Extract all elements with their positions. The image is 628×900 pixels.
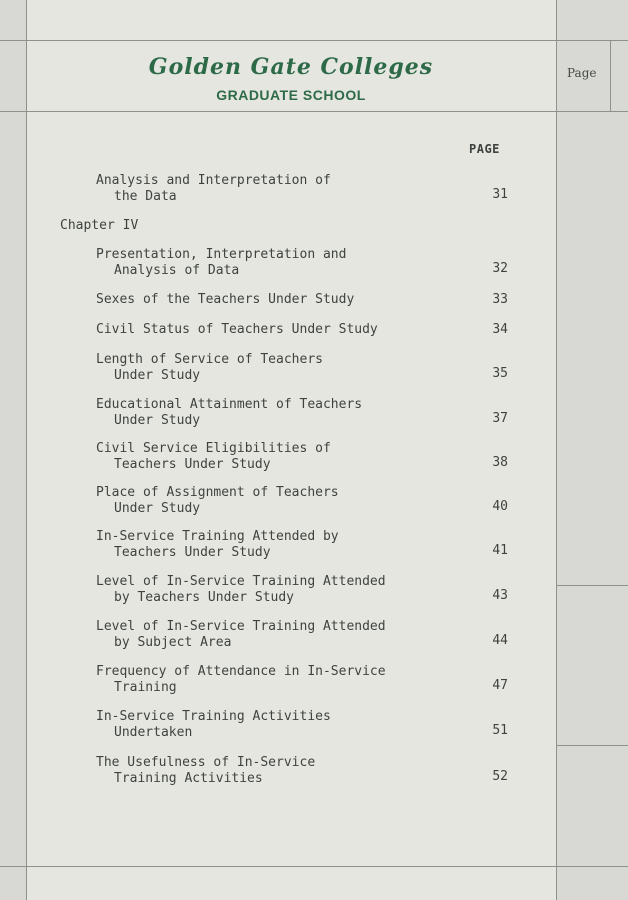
toc-entry-title: Civil Service Eligibilities of — [96, 441, 331, 456]
toc-entry-page: 32 — [492, 261, 508, 276]
toc-entry-page: 43 — [492, 588, 508, 603]
toc-entry — [96, 619, 516, 651]
toc-entry-title: Place of Assignment of Teachers — [96, 485, 339, 500]
toc-entry — [96, 709, 516, 741]
toc-entry-title: Frequency of Attendance in In-Service — [96, 664, 386, 679]
toc-entry-page: 33 — [492, 292, 508, 307]
toc-entry-title-cont: Training Activities — [114, 771, 263, 786]
margin-border — [610, 40, 611, 111]
right-border — [556, 0, 557, 900]
toc-entry-title: Level of In-Service Training Attended — [96, 619, 386, 634]
toc-entry — [96, 352, 516, 384]
toc-entry-title-cont: by Teachers Under Study — [114, 590, 295, 605]
toc-entry-title: Civil Status of Teachers Under Study — [96, 322, 378, 337]
toc-entry-page: 47 — [492, 678, 508, 693]
margin-rule-2 — [556, 745, 628, 746]
chapter-heading: Chapter IV — [60, 218, 139, 233]
college-name: Golden Gate Colleges — [148, 54, 434, 80]
toc-entry-page: 37 — [492, 411, 508, 426]
toc-entry — [96, 292, 516, 308]
toc-entry-page: 31 — [492, 187, 508, 202]
page-tab-label: Page — [567, 66, 597, 80]
toc-entry-title-cont: Under Study — [114, 501, 201, 516]
left-border — [26, 0, 27, 900]
toc-entry-title-cont: Teachers Under Study — [114, 545, 271, 560]
toc-entry-title: Level of In-Service Training Attended — [96, 574, 386, 589]
toc-entry — [96, 664, 516, 696]
toc-entry-title: Presentation, Interpretation and — [96, 247, 347, 262]
toc-entry-title: In-Service Training Attended by — [96, 529, 339, 544]
toc-entry-title-cont: Training — [114, 680, 177, 695]
header-top-rule — [0, 40, 628, 41]
toc-entry-title-cont: by Subject Area — [114, 635, 232, 650]
toc-entry-title-cont: Under Study — [114, 368, 201, 383]
toc-entry — [96, 322, 516, 338]
toc-entry-page: 40 — [492, 499, 508, 514]
toc-entry-title-cont: Analysis of Data — [114, 263, 240, 278]
toc-entry-page: 35 — [492, 366, 508, 381]
toc-entry-title-cont: the Data — [114, 189, 177, 204]
toc-entry-title: Analysis and Interpretation of — [96, 173, 331, 188]
school-name: GRADUATE SCHOOL — [216, 87, 366, 103]
toc-entry-title-cont: Under Study — [114, 413, 201, 428]
toc-entry-page: 34 — [492, 322, 508, 337]
toc-entry-page: 51 — [492, 723, 508, 738]
toc-entry — [96, 574, 516, 606]
toc-entry — [96, 485, 516, 517]
toc-entry — [96, 247, 516, 279]
margin-rule-1 — [556, 585, 628, 586]
toc-entry-page: 38 — [492, 455, 508, 470]
toc-entry-title: Length of Service of Teachers — [96, 352, 323, 367]
toc-entry — [96, 755, 516, 787]
toc-entry — [96, 529, 516, 561]
toc-entry-title-cont: Undertaken — [114, 725, 193, 740]
toc-entry-title: In-Service Training Activities — [96, 709, 331, 724]
toc-entry-title: Sexes of the Teachers Under Study — [96, 292, 355, 307]
toc-entry-page: 41 — [492, 543, 508, 558]
toc-entry-title-cont: Teachers Under Study — [114, 457, 271, 472]
toc-entry-page: 52 — [492, 769, 508, 784]
toc-entry — [96, 441, 516, 473]
toc-entry-title: The Usefulness of In-Service — [96, 755, 316, 770]
toc-entry-page: 44 — [492, 633, 508, 648]
toc-entry-title: Educational Attainment of Teachers — [96, 397, 363, 412]
header-bottom-rule — [0, 111, 628, 112]
toc-entry — [96, 173, 516, 205]
toc-entry — [96, 397, 516, 429]
footer-rule — [0, 866, 628, 867]
page-column-heading: PAGE — [469, 142, 500, 156]
